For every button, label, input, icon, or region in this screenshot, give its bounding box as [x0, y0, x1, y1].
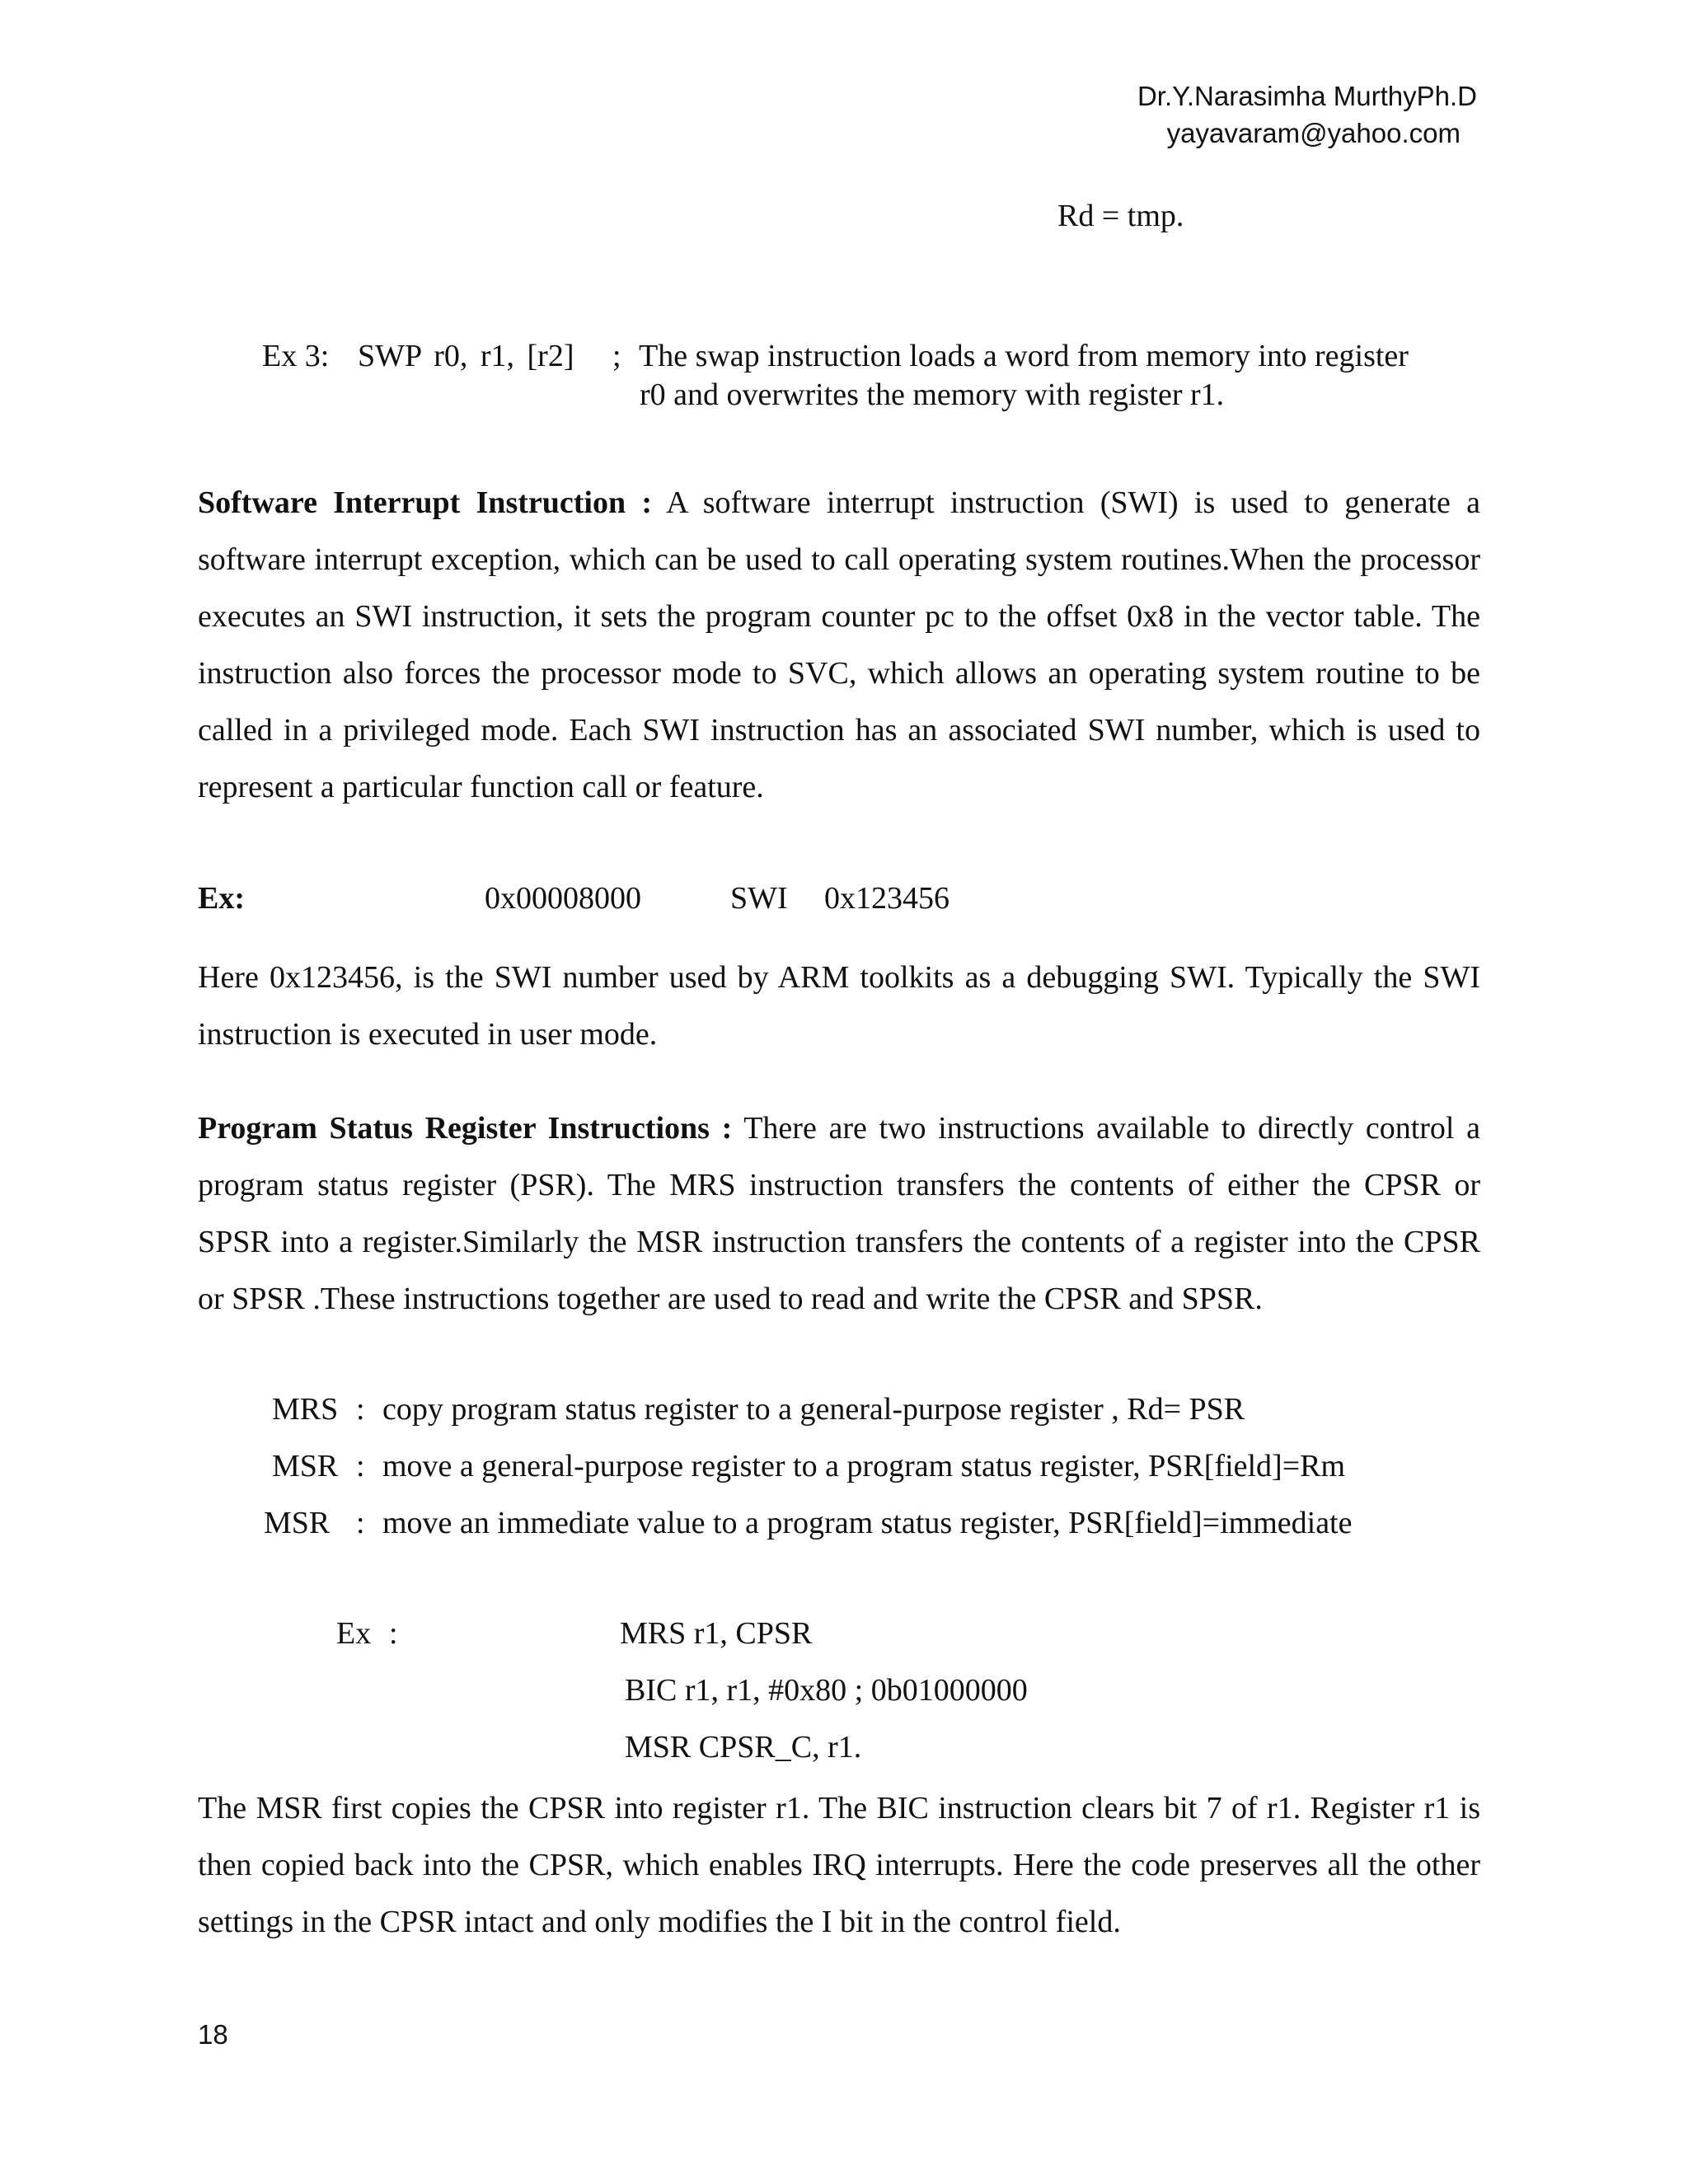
- instruction-mnemonic: MSR: [272, 1449, 339, 1483]
- example3-label: Ex 3:: [262, 339, 330, 373]
- swi-example-label: Ex:: [198, 881, 245, 916]
- psr-example-label: Ex: [336, 1616, 372, 1651]
- swi-body: A software interrupt instruction (SWI) is used to generate a software interrupt exception, which can be used to call operating system routines.When the processor executes an SWI instruction, it sets the program counter pc to the offset 0x8 in the vector table. The instruction also forces the processor mode to SVC, which allows an operating system routine to be called in a privileged mode. Each SWI instruction has an associated SWI number, which is used to represent a particular function call or feature.: [198, 485, 1480, 804]
- swi-example-argument: 0x123456: [824, 881, 950, 916]
- example3-description-line2: r0 and overwrites the memory with register r1.: [640, 377, 1225, 412]
- psr-example-code-line: MSR CPSR_C, r1.: [625, 1730, 862, 1765]
- instruction-description: copy program status register to a general-purpose register , Rd= PSR: [382, 1392, 1245, 1427]
- instruction-colon: :: [356, 1506, 365, 1540]
- swi-heading: Software Interrupt Instruction :: [198, 485, 652, 520]
- header-author: Dr.Y.Narasimha MurthyPh.D: [1137, 81, 1477, 111]
- psr-paragraph: [198, 1100, 1480, 1328]
- conclusion-paragraph: The MSR first copies the CPSR into register r1. The BIC instruction clears bit 7 of r1. Register r1 is then copied back into the CPSR, which enables IRQ interrupts. Here the code preserves all the other settings in the CPSR intact and only modifies the I bit in the control field.: [198, 1791, 1480, 1939]
- instruction-mnemonic: MRS: [272, 1392, 339, 1427]
- instruction-colon: :: [356, 1392, 365, 1427]
- instruction-description: move a general-purpose register to a program status register, PSR[field]=Rm: [382, 1449, 1346, 1483]
- swi-note: Here 0x123456, is the SWI number used by ARM toolkits as a debugging SWI. Typically the SWI instruction is executed in user mode.: [198, 960, 1480, 1052]
- swi-example-address: 0x00008000: [485, 881, 641, 916]
- page-number: 18: [198, 2019, 228, 2050]
- instruction-colon: :: [356, 1449, 365, 1483]
- instruction-description: move an immediate value to a program status register, PSR[field]=immediate: [382, 1506, 1353, 1540]
- psr-body: There are two instructions available to directly control a program status register (PSR). The MRS instruction transfers the contents of either the CPSR or SPSR into a register.Similarly the MSR instruction transfers the contents of a register into the CPSR or SPSR .These instructions together are used to read and write the CPSR and SPSR.: [198, 1111, 1480, 1316]
- swi-paragraph: [198, 475, 1480, 816]
- psr-example-colon: :: [389, 1616, 398, 1651]
- swi-example-opcode: SWI: [730, 881, 788, 916]
- header-email: yayavaram@yahoo.com: [1166, 118, 1461, 148]
- instruction-mnemonic: MSR: [264, 1506, 331, 1540]
- psr-example-code-line: MRS r1, CPSR: [620, 1616, 813, 1651]
- psr-example-code-line: BIC r1, r1, #0x80 ; 0b01000000: [625, 1673, 1028, 1708]
- psr-heading: Program Status Register Instructions :: [198, 1111, 733, 1146]
- example3-semicolon: ;: [612, 339, 621, 373]
- example3-description-line1: The swap instruction loads a word from memory into register: [639, 339, 1409, 373]
- example3-code: SWP r0, r1, [r2]: [358, 339, 574, 373]
- code-fragment-top: Rd = tmp.: [1057, 199, 1184, 233]
